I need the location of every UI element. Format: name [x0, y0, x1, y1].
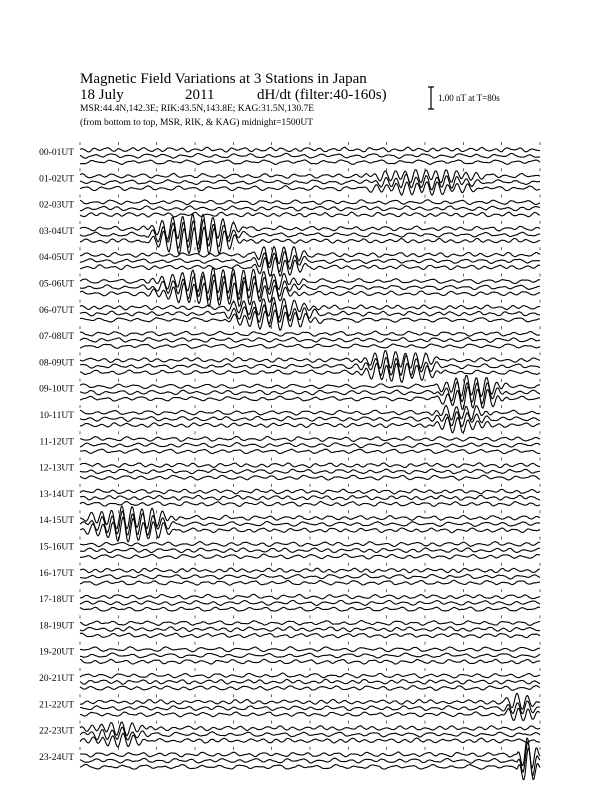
trace-msr-07-08UT: [80, 344, 540, 348]
trace-rik-19-20UT: [80, 653, 540, 658]
trace-rik-18-19UT: [80, 627, 540, 632]
trace-rik-22-23UT: [80, 727, 540, 740]
trace-msr-19-20UT: [80, 659, 540, 664]
trace-msr-20-21UT: [80, 686, 540, 691]
trace-rik-20-21UT: [80, 679, 540, 684]
hour-label: 10-11UT: [39, 411, 74, 421]
hour-label: 07-08UT: [39, 332, 74, 343]
hour-label: 21-22UT: [39, 700, 74, 711]
trace-msr-00-01UT: [80, 160, 540, 165]
chart-title: Magnetic Field Variations at 3 Stations in Japan: [80, 71, 367, 87]
hour-label: 14-15UT: [39, 516, 74, 527]
hour-label: 17-18UT: [39, 595, 74, 606]
hour-label: 13-14UT: [39, 489, 74, 500]
date-label: 18 July: [80, 87, 124, 103]
trace-kag-05-06UT: [80, 268, 540, 295]
hour-label: 08-09UT: [39, 358, 74, 369]
trace-kag-15-16UT: [80, 542, 540, 547]
quantity-filter-label: dH/dt (filter:40-160s): [257, 87, 387, 103]
trace-msr-18-19UT: [80, 633, 540, 638]
trace-msr-13-14UT: [80, 501, 540, 506]
trace-kag-02-03UT: [80, 200, 540, 205]
trace-kag-11-12UT: [80, 436, 540, 441]
trace-msr-15-16UT: [80, 554, 540, 559]
trace-rik-07-08UT: [80, 337, 540, 342]
trace-kag-17-18UT: [80, 594, 540, 599]
year-label: 2011: [185, 87, 215, 103]
hour-label: 04-05UT: [39, 253, 74, 264]
trace-kag-14-15UT: [80, 506, 540, 529]
stations-label: MSR:44.4N,142.3E; RIK:43.5N,143.8E; KAG:31.5N,130.7E: [80, 104, 315, 114]
trace-rik-02-03UT: [80, 206, 540, 211]
trace-rik-21-22UT: [80, 701, 540, 714]
trace-rik-06-07UT: [80, 303, 540, 324]
trace-kag-19-20UT: [80, 647, 540, 652]
trace-rik-17-18UT: [80, 600, 540, 605]
scale-bar-icon: [428, 87, 434, 109]
hour-label: 18-19UT: [39, 621, 74, 632]
trace-kag-13-14UT: [80, 489, 540, 494]
trace-kag-12-13UT: [80, 463, 540, 468]
trace-msr-16-17UT: [80, 580, 540, 585]
hour-label: 02-03UT: [39, 200, 74, 211]
hour-label: 20-21UT: [39, 674, 74, 684]
hour-label: 22-23UT: [39, 726, 74, 737]
trace-msr-17-18UT: [80, 607, 540, 611]
hour-label: 03-04UT: [39, 226, 74, 237]
trace-kag-16-17UT: [80, 568, 540, 573]
trace-rik-03-04UT: [80, 220, 540, 249]
trace-kag-20-21UT: [80, 673, 540, 678]
trace-kag-00-01UT: [80, 147, 540, 152]
trace-rik-23-24UT: [80, 742, 540, 776]
hour-label: 05-06UT: [39, 279, 74, 290]
trace-msr-01-02UT: [80, 182, 540, 195]
trace-msr-12-13UT: [80, 475, 540, 480]
hour-label: 15-16UT: [39, 542, 74, 553]
trace-rik-08-09UT: [80, 355, 540, 375]
trace-rik-12-13UT: [80, 469, 540, 474]
hour-label: 23-24UT: [39, 752, 74, 763]
hour-label: 11-12UT: [39, 437, 74, 448]
hour-label: 01-02UT: [39, 174, 74, 185]
trace-rik-00-01UT: [80, 153, 540, 158]
trace-msr-04-05UT: [80, 258, 540, 277]
trace-msr-02-03UT: [80, 212, 540, 217]
hour-label: 06-07UT: [39, 305, 74, 316]
order-midnight-label: (from bottom to top, MSR, RIK, & KAG) midnight=1500UT: [80, 118, 314, 128]
trace-kag-07-08UT: [80, 331, 540, 336]
trace-kag-18-19UT: [80, 621, 540, 626]
hour-label: 12-13UT: [39, 463, 74, 474]
trace-kag-22-23UT: [80, 722, 540, 736]
minute-tick-marks: [80, 142, 540, 750]
trace-rik-04-05UT: [80, 252, 540, 272]
trace-msr-11-12UT: [80, 449, 540, 454]
trace-rik-16-17UT: [80, 574, 540, 579]
scale-bar-label: 1.00 nT at T=80s: [438, 93, 500, 103]
trace-rik-15-16UT: [80, 548, 540, 553]
trace-rik-13-14UT: [80, 495, 540, 500]
hour-label: 00-01UT: [39, 148, 74, 158]
hour-label: 16-17UT: [39, 568, 74, 579]
hour-label: 09-10UT: [39, 384, 74, 395]
trace-rik-11-12UT: [80, 443, 540, 448]
hour-label: 19-20UT: [39, 647, 74, 658]
